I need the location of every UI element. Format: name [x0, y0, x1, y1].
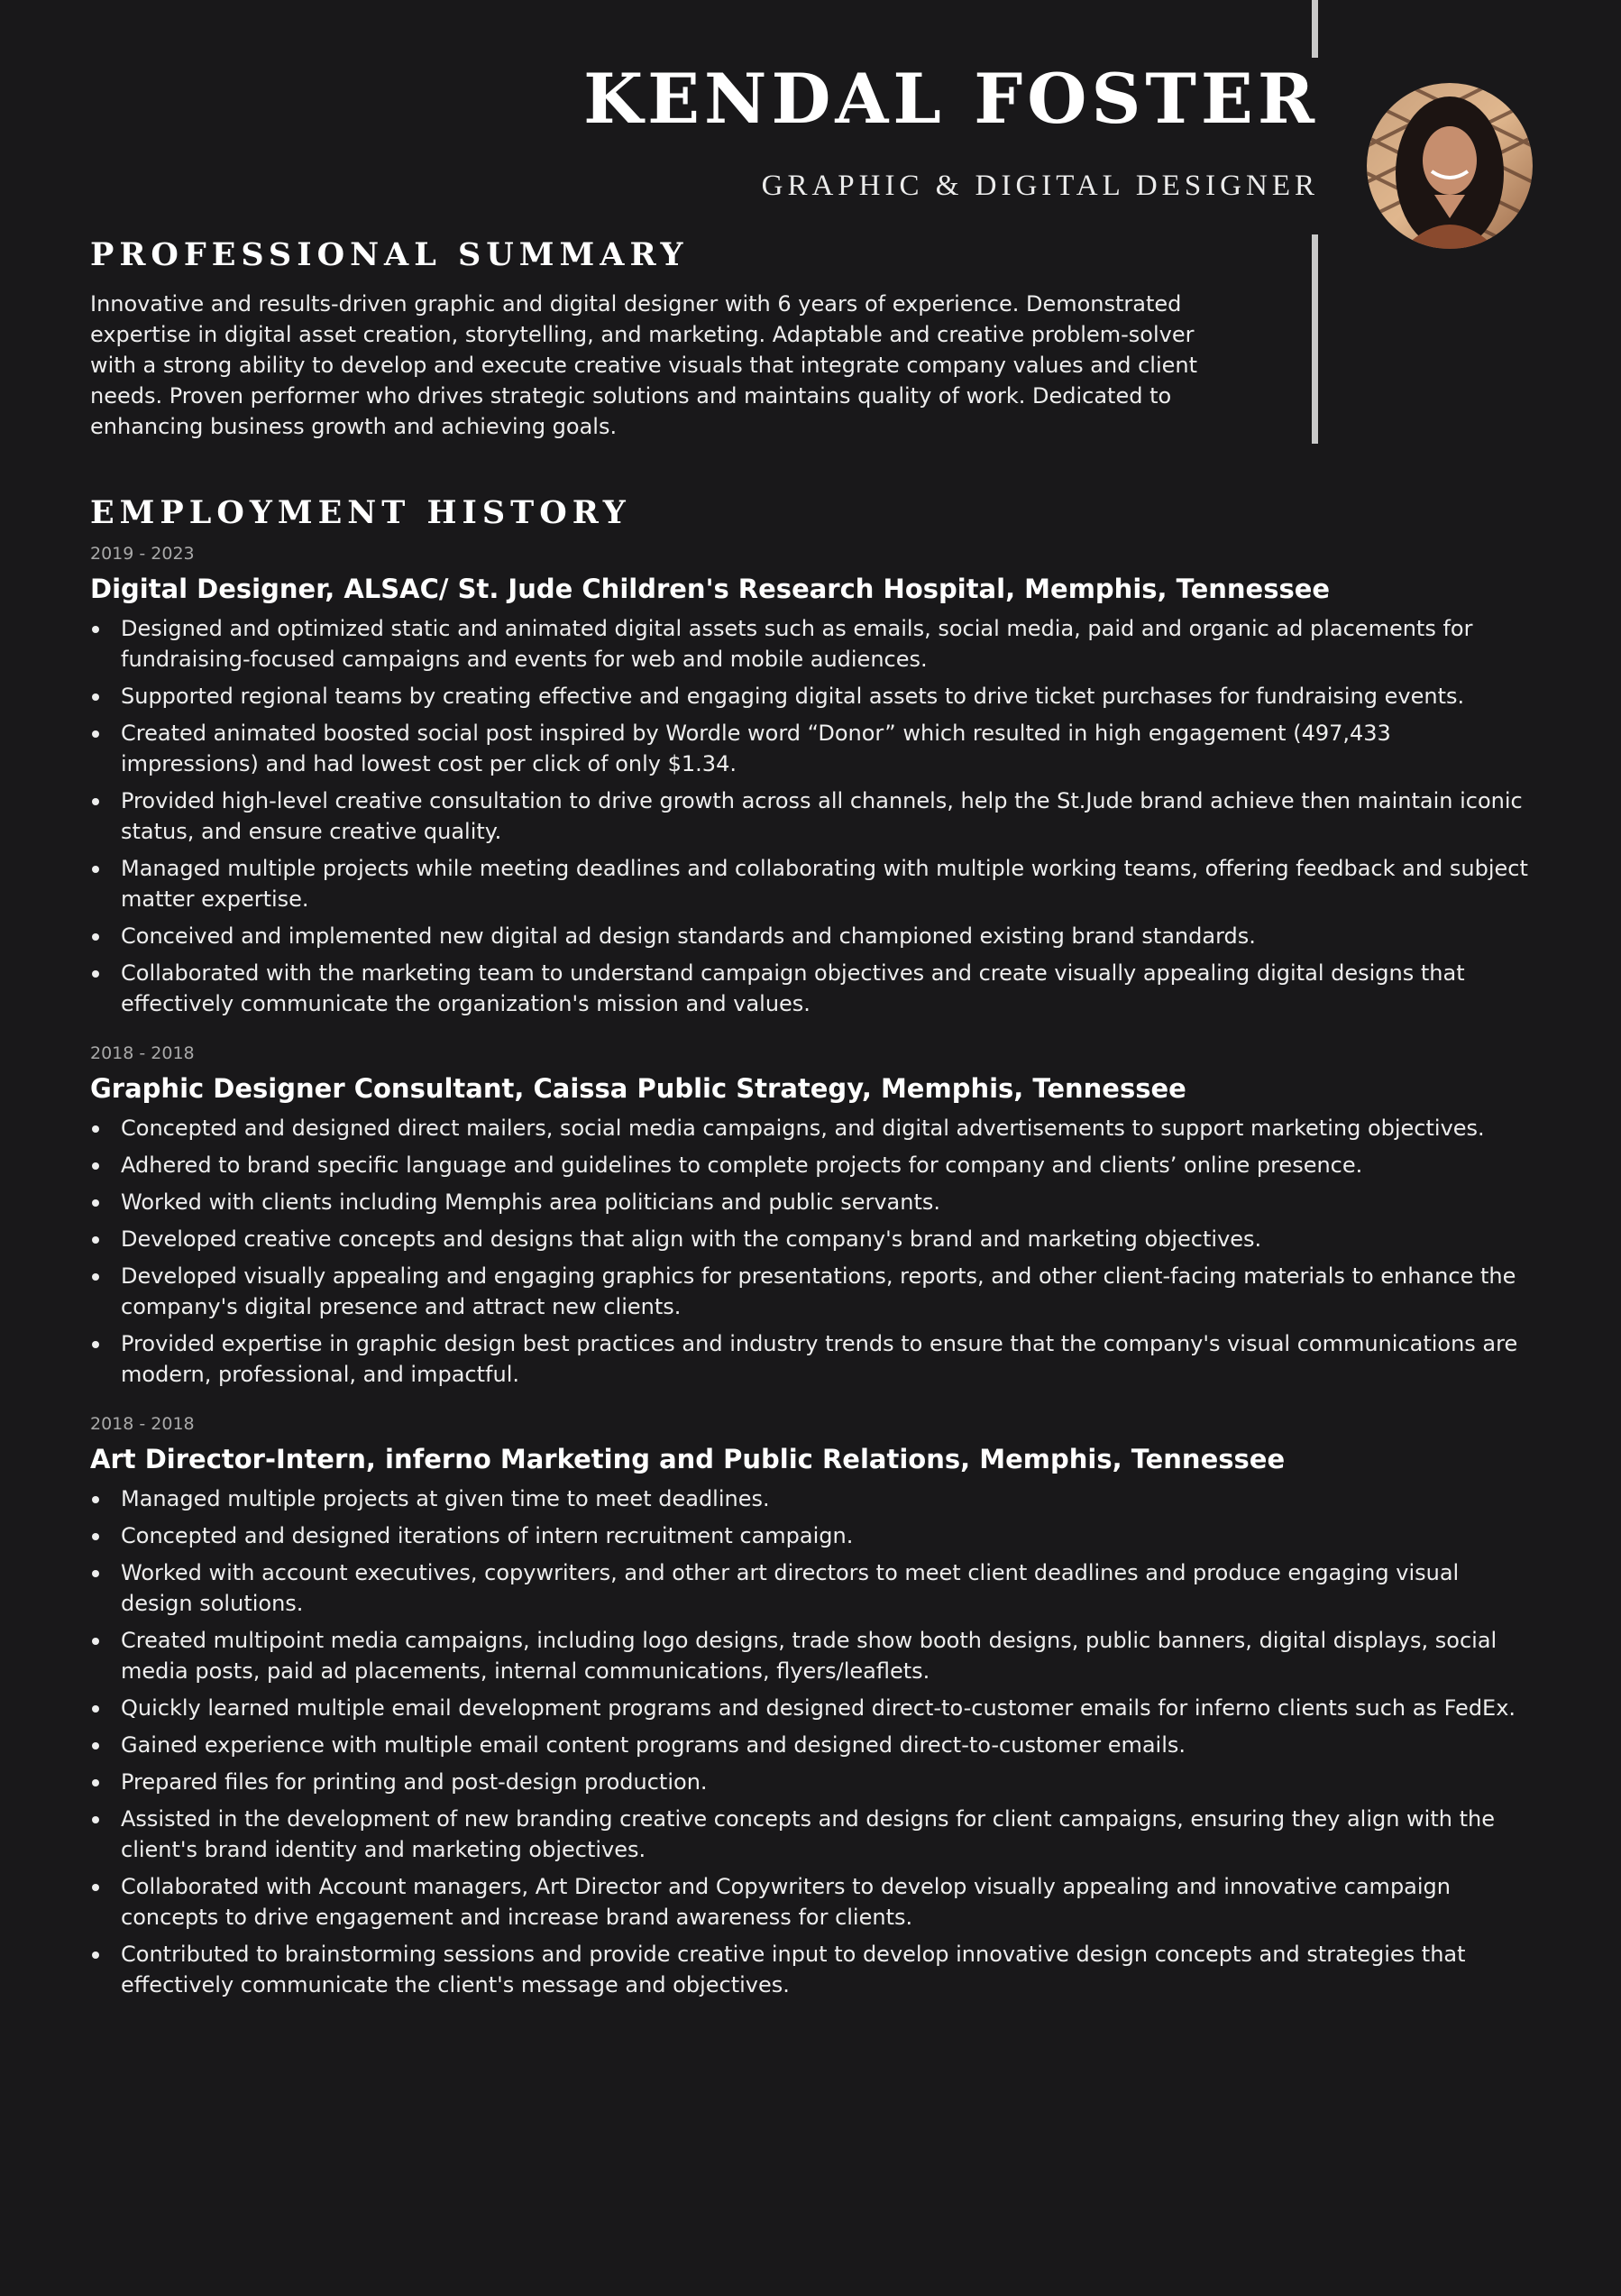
job-bullet: Created animated boosted social post inspired by Wordle word “Donor” which resulted in high engagement (497,433 impressions) and had lowest cost per click of only $1.34. — [90, 718, 1533, 779]
job-bullet: Conceived and implemented new digital ad design standards and championed existing brand standards. — [90, 921, 1533, 951]
job-title: Graphic Designer Consultant, Caissa Public Strategy, Memphis, Tennessee — [90, 1073, 1186, 1104]
job-bullet: Designed and optimized static and animated digital assets such as emails, social media, paid and organic ad placements for fundraising-focused campaigns and events for web and mobile audiences. — [90, 613, 1533, 675]
profile-photo-icon — [1367, 83, 1533, 249]
job-bullet: Managed multiple projects while meeting deadlines and collaborating with multiple working teams, offering feedback and subject matter expertise. — [90, 853, 1533, 914]
job-bullet: Worked with clients including Memphis area politicians and public servants. — [90, 1187, 1533, 1217]
employment-section — [90, 494, 1533, 2024]
candidate-title: GRAPHIC & DIGITAL DESIGNER — [761, 170, 1319, 202]
accent-bar-top — [1312, 0, 1318, 58]
summary-heading: PROFESSIONAL SUMMARY — [90, 236, 689, 273]
job-bullet: Provided high-level creative consultation to drive growth across all channels, help the St.Jude brand achieve then maintain iconic status, and ensure creative quality. — [90, 785, 1533, 847]
job-bullet: Gained experience with multiple email content programs and designed direct-to-customer emails. — [90, 1730, 1533, 1760]
job-bullet-list — [90, 1483, 1533, 2000]
job-dates: 2018 - 2018 — [90, 1043, 195, 1063]
job-bullet: Collaborated with Account managers, Art Director and Copywriters to develop visually appealing and innovative campaign concepts to drive engagement and increase brand awareness for clients. — [90, 1871, 1533, 1933]
job-bullet: Supported regional teams by creating effective and engaging digital assets to drive ticket purchases for fundraising events. — [90, 681, 1533, 712]
job-bullet: Contributed to brainstorming sessions and provide creative input to develop innovative design concepts and strategies that effectively communicate the client's message and objectives. — [90, 1939, 1533, 2000]
job-list — [90, 543, 1533, 2000]
job-title: Art Director-Intern, inferno Marketing and Public Relations, Memphis, Tennessee — [90, 1444, 1286, 1474]
job-bullet: Assisted in the development of new branding creative concepts and designs for client campaigns, ensuring they align with the client's brand identity and marketing objectives. — [90, 1804, 1533, 1865]
job-bullet-list — [90, 1113, 1533, 1390]
job-bullet-list — [90, 613, 1533, 1019]
job-bullet: Prepared files for printing and post-design production. — [90, 1767, 1533, 1797]
employment-heading: EMPLOYMENT HISTORY — [90, 494, 631, 531]
job-entry — [90, 543, 1533, 1019]
job-entry — [90, 1413, 1533, 2000]
job-bullet: Adhered to brand specific language and guidelines to complete projects for company and clients’ online presence. — [90, 1150, 1533, 1180]
job-bullet: Collaborated with the marketing team to understand campaign objectives and create visually appealing digital designs that effectively communicate the organization's mission and values. — [90, 958, 1533, 1019]
job-bullet: Created multipoint media campaigns, including logo designs, trade show booth designs, public banners, digital displays, social media posts, paid ad placements, internal communications, flyers/leaflets. — [90, 1625, 1533, 1686]
job-bullet: Managed multiple projects at given time to meet deadlines. — [90, 1483, 1533, 1514]
job-bullet: Developed visually appealing and engaging graphics for presentations, reports, and other client-facing materials to enhance the company's digital presence and attract new clients. — [90, 1261, 1533, 1322]
job-dates: 2019 - 2023 — [90, 544, 195, 564]
job-title: Digital Designer, ALSAC/ St. Jude Children's Research Hospital, Memphis, Tennessee — [90, 574, 1331, 604]
job-bullet: Concepted and designed iterations of intern recruitment campaign. — [90, 1520, 1533, 1551]
job-bullet: Provided expertise in graphic design best practices and industry trends to ensure that the company's visual communications are modern, professional, and impactful. — [90, 1328, 1533, 1390]
job-bullet: Quickly learned multiple email development programs and designed direct-to-customer emails for inferno clients such as FedEx. — [90, 1693, 1533, 1723]
avatar — [1367, 83, 1533, 249]
job-dates: 2018 - 2018 — [90, 1414, 195, 1434]
job-entry — [90, 1042, 1533, 1390]
job-bullet: Concepted and designed direct mailers, social media campaigns, and digital advertisements to support marketing objectives. — [90, 1113, 1533, 1143]
job-bullet: Developed creative concepts and designs that align with the company's brand and marketing objectives. — [90, 1224, 1533, 1254]
job-bullet: Worked with account executives, copywriters, and other art directors to meet client deadlines and produce engaging visual design solutions. — [90, 1557, 1533, 1619]
candidate-name: KENDAL FOSTER — [583, 59, 1319, 139]
accent-bar-middle — [1312, 234, 1318, 444]
summary-text: Innovative and results-driven graphic and digital designer with 6 years of experience. Demonstrated expertise in digital asset creation, storytelling, and marketing. Adaptable and creative problem-solver with a strong ability to develop and execute creative visuals that integrate company values and client needs. Proven performer who drives strategic solutions and maintains quality of work. Dedicated to enhancing business growth and achieving goals. — [90, 291, 1197, 439]
